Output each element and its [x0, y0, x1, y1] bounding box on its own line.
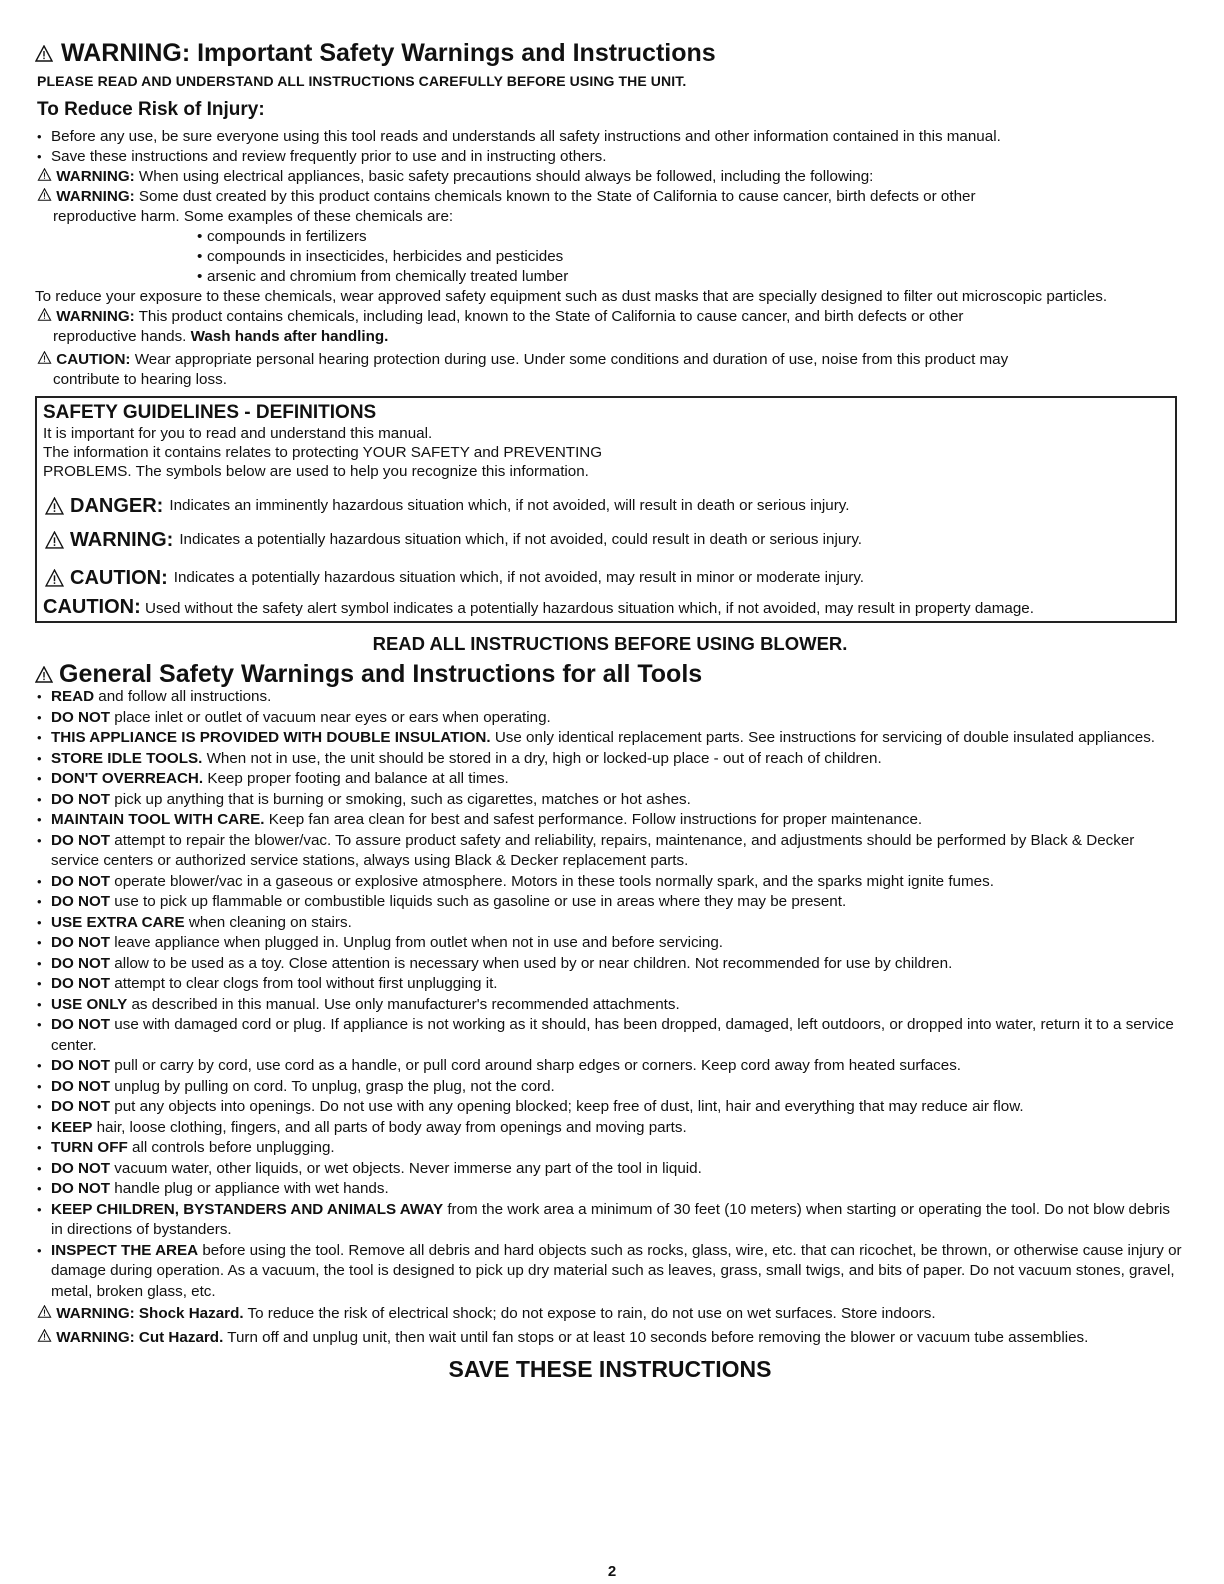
warning-triangle-icon [45, 497, 64, 515]
safety-list-item: • DO NOT pull or carry by cord, use cord as a handle, or pull cord around sharp edges or corners. Keep cord away from heated surfaces. [35, 1056, 1185, 1077]
safety-list-item: • DO NOT attempt to repair the blower/vac. To assure product safety and reliability, repairs, maintenance, and adjustments should be performed by Black & Decker service centers or authorized service stations, always using Black & Decker replacement parts. [35, 831, 1185, 872]
safety-list-item: • DO NOT use to pick up flammable or combustible liquids such as gasoline or use in areas where they may be present. [35, 892, 1185, 913]
safety-list-item: • KEEP CHILDREN, BYSTANDERS AND ANIMALS AWAY from the work area a minimum of 30 feet (10 meters) when starting or operating the tool. Do not blow debris in directions of bystanders. [35, 1200, 1185, 1241]
general-safety-list [35, 687, 1185, 1302]
safety-list-item: • DO NOT attempt to clear clogs from tool without first unplugging it. [35, 974, 1185, 995]
general-safety-heading: General Safety Warnings and Instructions for all Tools [35, 661, 1185, 687]
california-dust-warning: WARNING: Some dust created by this product contains chemicals known to the State of California to cause cancer, birth defects or other [35, 187, 1185, 207]
caution-plain-definition: CAUTION: Used without the safety alert symbol indicates a potentially hazardous situation which, if not avoided, may result in property damage. [43, 596, 1034, 618]
save-instructions-banner: SAVE THESE INSTRUCTIONS [448, 1356, 772, 1382]
chemical-item: • compounds in fertilizers [195, 227, 1185, 247]
reduce-risk-bullet: • Save these instructions and review frequently prior to use and in instructing others. [35, 147, 1185, 167]
reduce-risk-bullet: • Before any use, be sure everyone using this tool reads and understands all safety instructions and other information contained in this manual. [35, 127, 1185, 147]
warning-triangle-icon [37, 308, 52, 321]
chemical-list [35, 227, 1185, 287]
guidelines-heading: SAFETY GUIDELINES - DEFINITIONS [43, 402, 377, 423]
warning-triangle-icon [37, 188, 52, 201]
safety-list-item: • USE ONLY as described in this manual. Use only manufacturer's recommended attachments. [35, 995, 1185, 1016]
title-text: WARNING: Important Safety Warnings and Instructions [61, 39, 716, 67]
safety-list-item: • DO NOT pick up anything that is burning or smoking, such as cigarettes, matches or hot ashes. [35, 790, 1185, 811]
safety-list-item: • TURN OFF all controls before unplugging. [35, 1138, 1185, 1159]
safety-list-item: • DO NOT put any objects into openings. Do not use with any opening blocked; keep free of dust, lint, hair and everything that may reduce air flow. [35, 1097, 1185, 1118]
safety-list-item: • DON'T OVERREACH. Keep proper footing and balance at all times. [35, 769, 1185, 790]
safety-guidelines-box [35, 396, 1177, 623]
safety-list-item: • INSPECT THE AREA before using the tool. Remove all debris and hard objects such as rocks, glass, wire, etc. that can ricochet, be thrown, or otherwise cause injury or damage during operation. As a vacuum, the tool is designed to pick up dry material such as leaves, grass, small twigs, and bits of paper. Do not vacuum stones, gravel, metal, broken glass, etc. [35, 1241, 1185, 1303]
safety-list-item: • KEEP hair, loose clothing, fingers, and all parts of body away from openings and moving parts. [35, 1118, 1185, 1139]
lead-warning-cont: reproductive hands. Wash hands after handling. [53, 328, 389, 345]
hearing-caution: CAUTION: Wear appropriate personal hearing protection during use. Under some conditions and duration of use, noise from this product may [35, 350, 1185, 370]
safety-list-item: • USE EXTRA CARE when cleaning on stairs. [35, 913, 1185, 934]
safety-list-item: • DO NOT vacuum water, other liquids, or wet objects. Never immerse any part of the tool in liquid. [35, 1159, 1185, 1180]
danger-definition: DANGER: Indicates an imminently hazardous situation which, if not avoided, will result in death or serious injury. [45, 490, 1169, 522]
warning-triangle-icon [35, 45, 53, 62]
california-dust-warning-cont: reproductive harm. Some examples of these chemicals are: [53, 208, 454, 225]
safety-list-item: • MAINTAIN TOOL WITH CARE. Keep fan area clean for best and safest performance. Follow instructions for proper maintenance. [35, 810, 1185, 831]
hearing-caution-cont: contribute to hearing loss. [53, 371, 227, 388]
warning-definition: WARNING: Indicates a potentially hazardous situation which, if not avoided, could result in death or serious injury. [45, 524, 1169, 556]
electrical-warning: WARNING: When using electrical appliances, basic safety precautions should always be followed, including the following: [35, 167, 1185, 187]
safety-list-item: • DO NOT handle plug or appliance with wet hands. [35, 1179, 1185, 1200]
guidelines-intro: It is important for you to read and understand this manual. [43, 425, 433, 442]
safety-list-item: • STORE IDLE TOOLS. When not in use, the unit should be stored in a dry, high or locked-up place - out of reach of children. [35, 749, 1185, 770]
guidelines-intro: PROBLEMS. The symbols below are used to help you recognize this information. [43, 463, 589, 480]
safety-list-item: • DO NOT leave appliance when plugged in. Unplug from outlet when not in use and before servicing. [35, 933, 1185, 954]
warning-triangle-icon [37, 1329, 52, 1342]
page-number: 2 [607, 1563, 617, 1580]
page-title [35, 38, 1185, 68]
lead-warning: WARNING: This product contains chemicals, including lead, known to the State of California to cause cancer, and birth defects or other [35, 307, 1185, 327]
chemical-item: • arsenic and chromium from chemically treated lumber [195, 267, 1185, 287]
safety-list-item: • DO NOT unplug by pulling on cord. To unplug, grasp the plug, not the cord. [35, 1077, 1185, 1098]
caution-definition: CAUTION: Indicates a potentially hazardous situation which, if not avoided, may result in minor or moderate injury. [45, 562, 1169, 594]
warning-triangle-icon [37, 1305, 52, 1318]
guidelines-intro: The information it contains relates to protecting YOUR SAFETY and PREVENTING [43, 444, 603, 461]
warning-triangle-icon [37, 351, 52, 364]
read-all-banner: READ ALL INSTRUCTIONS BEFORE USING BLOWER. [372, 633, 848, 654]
safety-list-item: • DO NOT operate blower/vac in a gaseous or explosive atmosphere. Motors in these tools normally spark, and the sparks might ignite fumes. [35, 872, 1185, 893]
safety-list-item: • DO NOT use with damaged cord or plug. If appliance is not working as it should, has been dropped, damaged, left outdoors, or dropped into water, return it to a service center. [35, 1015, 1185, 1056]
safety-list-item: • READ and follow all instructions. [35, 687, 1185, 708]
exposure-text: To reduce your exposure to these chemicals, wear approved safety equipment such as dust masks that are specially designed to filter out microscopic particles. [35, 288, 1108, 305]
cut-hazard-warning: WARNING: Cut Hazard. Turn off and unplug unit, then wait until fan stops or at least 10 seconds before removing the blower or vacuum tube assemblies. [35, 1328, 1185, 1348]
manual-page [35, 38, 1185, 1383]
warning-triangle-icon [35, 666, 53, 683]
safety-list-item: • THIS APPLIANCE IS PROVIDED WITH DOUBLE INSULATION. Use only identical replacement parts. See instructions for servicing of double insulated appliances. [35, 728, 1185, 749]
reduce-risk-heading: To Reduce Risk of Injury: [37, 99, 265, 120]
warning-triangle-icon [45, 531, 64, 549]
warning-triangle-icon [37, 168, 52, 181]
safety-list-item: • DO NOT place inlet or outlet of vacuum near eyes or ears when operating. [35, 708, 1185, 729]
read-instructions-subtitle: PLEASE READ AND UNDERSTAND ALL INSTRUCTIONS CAREFULLY BEFORE USING THE UNIT. [37, 73, 687, 89]
chemical-item: • compounds in insecticides, herbicides and pesticides [195, 247, 1185, 267]
shock-hazard-warning: WARNING: Shock Hazard. To reduce the risk of electrical shock; do not expose to rain, do not use on wet surfaces. Store indoors. [35, 1304, 1185, 1324]
warning-triangle-icon [45, 569, 64, 587]
safety-list-item: • DO NOT allow to be used as a toy. Close attention is necessary when used by or near children. Not recommended for use by children. [35, 954, 1185, 975]
